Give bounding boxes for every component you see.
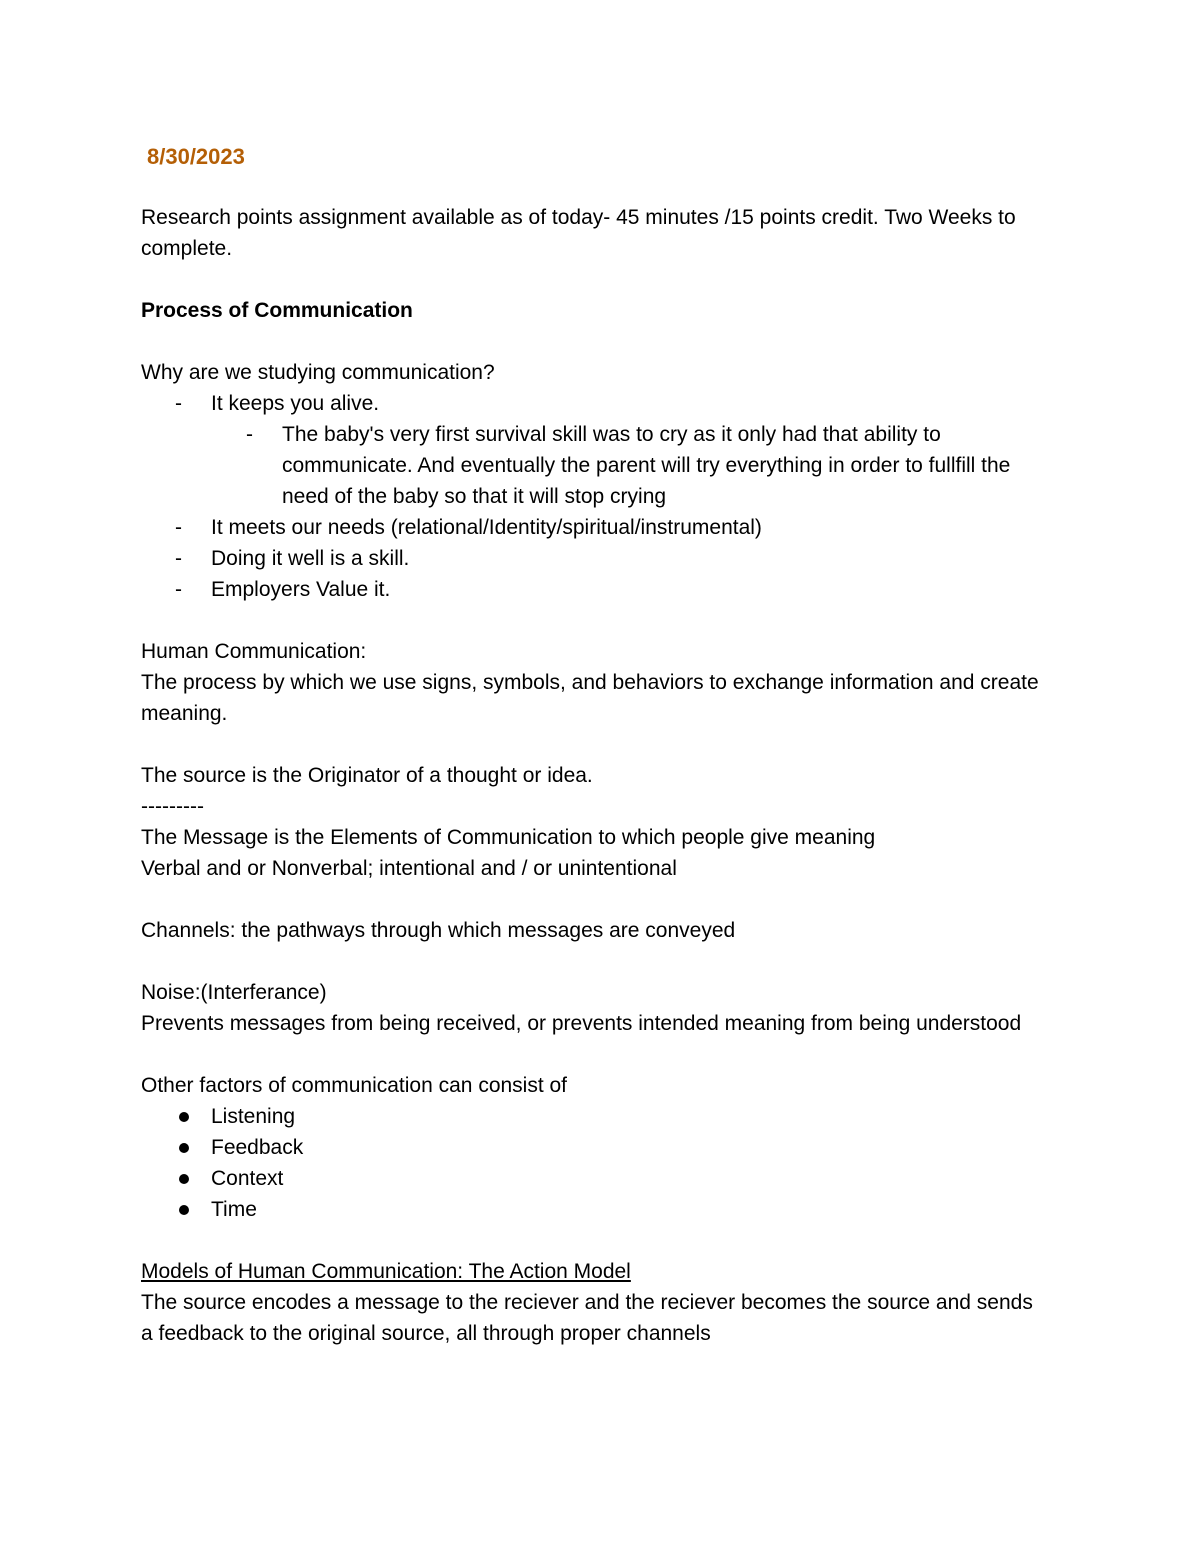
document-page bbox=[141, 140, 1045, 1349]
why-question: Why are we studying communication? bbox=[141, 361, 495, 384]
message-types: Verbal and or Nonverbal; intentional and / or unintentional bbox=[141, 857, 677, 880]
list-item bbox=[141, 574, 1041, 605]
spacer bbox=[141, 1039, 1041, 1070]
list-item bbox=[141, 419, 1041, 512]
bullet-icon bbox=[179, 1205, 189, 1215]
spacer bbox=[141, 884, 1041, 915]
dash-marker: - bbox=[175, 547, 182, 570]
bullet-icon bbox=[179, 1174, 189, 1184]
spacer bbox=[141, 605, 1041, 636]
message-definition: The Message is the Elements of Communication to which people give meaning bbox=[141, 826, 876, 849]
dash-marker: - bbox=[175, 578, 182, 601]
bullet-icon bbox=[179, 1143, 189, 1153]
list-item-text: It keeps you alive. bbox=[211, 392, 380, 415]
other-factors-intro: Other factors of communication can consist of bbox=[141, 1074, 568, 1097]
list-item-text: Feedback bbox=[211, 1136, 304, 1159]
separator-line: --------- bbox=[141, 795, 204, 818]
list-item bbox=[141, 388, 1041, 419]
list-item-text: The baby's very first survival skill was to cry as it only had that ability to communicate. And eventually the parent will try everything in order to fullfill the need of the baby so that it will stop crying bbox=[282, 423, 1011, 508]
channels-definition: Channels: the pathways through which messages are conveyed bbox=[141, 919, 736, 942]
other-factors-list bbox=[141, 1101, 1041, 1225]
source-definition: The source is the Originator of a thought or idea. bbox=[141, 764, 593, 787]
spacer bbox=[141, 1225, 1041, 1256]
why-list bbox=[141, 388, 1041, 605]
models-description: The source encodes a message to the reciever and the reciever becomes the source and sends a feedback to the original source, all through proper channels bbox=[141, 1291, 1039, 1345]
list-item-text: Time bbox=[211, 1198, 257, 1221]
list-item bbox=[141, 1132, 1041, 1163]
spacer bbox=[141, 729, 1041, 760]
human-comm-definition: The process by which we use signs, symbols, and behaviors to exchange information and create meaning. bbox=[141, 671, 1045, 725]
dash-marker: - bbox=[175, 392, 182, 415]
noise-definition: Prevents messages from being received, or prevents intended meaning from being understood bbox=[141, 1012, 1022, 1035]
list-item-text: Context bbox=[211, 1167, 284, 1190]
dash-marker: - bbox=[246, 423, 253, 446]
human-comm-label: Human Communication: bbox=[141, 640, 367, 663]
models-heading: Models of Human Communication: The Action Model bbox=[141, 1260, 631, 1283]
list-item-text: Doing it well is a skill. bbox=[211, 547, 410, 570]
list-item bbox=[141, 512, 1041, 543]
list-item bbox=[141, 1194, 1041, 1225]
section-heading: Process of Communication bbox=[141, 299, 413, 322]
list-item-text: Listening bbox=[211, 1105, 296, 1128]
list-item bbox=[141, 543, 1041, 574]
list-item-text: Employers Value it. bbox=[211, 578, 391, 601]
spacer bbox=[141, 264, 1041, 295]
bullet-icon bbox=[179, 1112, 189, 1122]
list-item-text: It meets our needs (relational/Identity/spiritual/instrumental) bbox=[211, 516, 762, 539]
spacer bbox=[141, 946, 1041, 977]
why-sublist bbox=[141, 419, 1041, 512]
assignment-announcement: Research points assignment available as of today- 45 minutes /15 points credit. Two Weeks to complete. bbox=[141, 206, 1022, 260]
noise-label: Noise:(Interferance) bbox=[141, 981, 327, 1004]
dash-marker: - bbox=[175, 516, 182, 539]
spacer bbox=[141, 326, 1041, 357]
list-item bbox=[141, 1101, 1041, 1132]
sublist-container bbox=[141, 419, 1041, 512]
note-date: 8/30/2023 bbox=[147, 144, 245, 169]
list-item bbox=[141, 1163, 1041, 1194]
